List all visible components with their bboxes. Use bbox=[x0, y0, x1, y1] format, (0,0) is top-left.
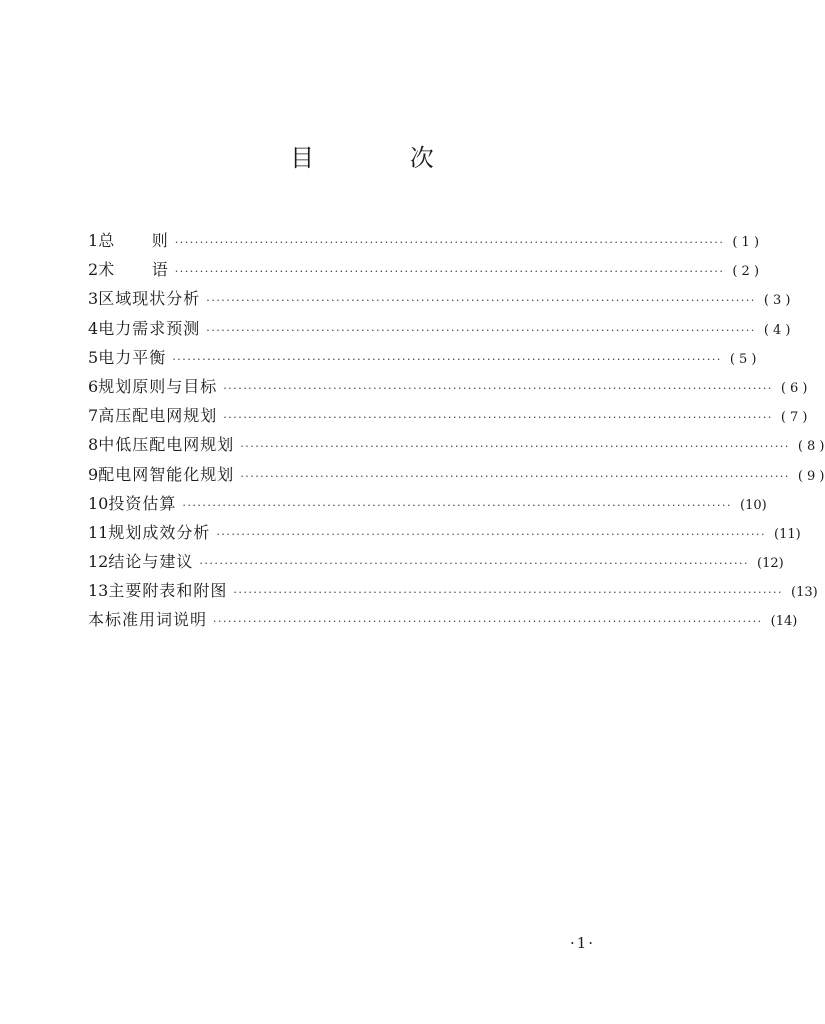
toc-entry-page: (10) bbox=[740, 497, 767, 513]
toc-entry[interactable] bbox=[88, 432, 825, 461]
toc-entry-title: 配电网智能化规划 bbox=[98, 464, 235, 484]
toc-entry-title: 主要附表和附图 bbox=[108, 581, 228, 601]
toc-entry-number: 7 bbox=[88, 406, 99, 426]
leader-dots: ·············································································································· bbox=[240, 469, 790, 483]
toc-entry[interactable] bbox=[88, 549, 784, 578]
toc-entry-number: 13 bbox=[88, 581, 109, 601]
toc-entry[interactable] bbox=[88, 374, 808, 403]
toc-entry-number: 5 bbox=[88, 347, 99, 367]
toc-entry-page: (13) bbox=[791, 585, 818, 601]
toc-entry-page: ( 3 ) bbox=[763, 293, 791, 309]
toc-entry-page: ( 8 ) bbox=[797, 439, 825, 455]
toc-entry-number: 10 bbox=[88, 493, 109, 513]
leader-dots: ·············································································································· bbox=[213, 615, 763, 629]
leader-dots: ·············································································································· bbox=[182, 498, 732, 512]
leader-dots: ·············································································································· bbox=[223, 411, 773, 425]
toc-entry-page: (11) bbox=[774, 526, 801, 542]
toc-entry-number: 9 bbox=[88, 464, 99, 484]
toc-entry-title: 总 则 bbox=[98, 231, 169, 250]
toc-entry-number: 11 bbox=[88, 522, 109, 542]
toc-entry-title: 高压配电网规划 bbox=[98, 406, 218, 426]
toc-entry-page: ( 4 ) bbox=[763, 322, 791, 338]
toc-entry[interactable] bbox=[88, 345, 757, 374]
toc-entry[interactable] bbox=[88, 607, 798, 636]
toc-entry[interactable] bbox=[88, 316, 791, 345]
toc-entry-page: ( 2 ) bbox=[732, 264, 760, 280]
table-of-contents bbox=[88, 228, 825, 637]
toc-entry-title: 电力需求预测 bbox=[98, 318, 201, 338]
toc-entry-number: 1 bbox=[88, 231, 99, 250]
toc-entry-title: 中低压配电网规划 bbox=[98, 435, 235, 455]
page-title: 目 次 bbox=[290, 144, 478, 172]
leader-dots: ·············································································································· bbox=[206, 294, 756, 308]
toc-entry-number: 4 bbox=[88, 318, 99, 338]
leader-dots: ·············································································································· bbox=[199, 557, 749, 571]
toc-entry-number: 2 bbox=[88, 260, 99, 280]
toc-entry-number: 3 bbox=[88, 289, 99, 309]
toc-entry-page: ( 1 ) bbox=[732, 235, 760, 250]
toc-entry-number: 8 bbox=[88, 435, 99, 455]
leader-dots: ·············································································································· bbox=[172, 352, 722, 366]
leader-dots: ·············································································································· bbox=[216, 527, 766, 541]
leader-dots: ·············································································································· bbox=[174, 236, 725, 249]
toc-entry-number: 12 bbox=[88, 552, 109, 572]
toc-entry[interactable] bbox=[88, 286, 791, 315]
leader-dots: ·············································································································· bbox=[174, 265, 725, 279]
toc-entry[interactable] bbox=[88, 462, 825, 491]
leader-dots: ·············································································································· bbox=[240, 440, 790, 454]
toc-entry-page: (12) bbox=[757, 556, 784, 572]
toc-entry-title: 术 语 bbox=[98, 260, 169, 280]
toc-entry-page: ( 5 ) bbox=[729, 351, 757, 367]
toc-entry-title: 规划原则与目标 bbox=[98, 376, 218, 396]
leader-dots: ·············································································································· bbox=[206, 323, 756, 337]
toc-entry[interactable] bbox=[88, 578, 818, 607]
toc-entry-title: 结论与建议 bbox=[108, 552, 194, 572]
toc-entry-title: 电力平衡 bbox=[98, 347, 167, 367]
toc-entry[interactable] bbox=[88, 228, 760, 257]
toc-entry[interactable] bbox=[88, 403, 808, 432]
toc-entry[interactable] bbox=[88, 491, 767, 520]
toc-entry-title: 规划成效分析 bbox=[108, 522, 211, 542]
toc-entry[interactable] bbox=[88, 257, 760, 286]
toc-entry-title: 本标准用词说明 bbox=[88, 610, 208, 630]
leader-dots: ·············································································································· bbox=[223, 381, 773, 395]
page-number: ·1· bbox=[570, 934, 596, 952]
leader-dots: ·············································································································· bbox=[233, 586, 783, 600]
toc-entry-page: ( 9 ) bbox=[797, 468, 825, 484]
toc-entry-page: (14) bbox=[770, 614, 798, 630]
toc-entry-number: 6 bbox=[88, 376, 99, 396]
toc-entry-title: 区域现状分析 bbox=[98, 289, 201, 309]
toc-entry-page: ( 7 ) bbox=[780, 410, 808, 426]
toc-entry-title: 投资估算 bbox=[108, 493, 177, 513]
toc-entry[interactable] bbox=[88, 520, 801, 549]
toc-entry-page: ( 6 ) bbox=[780, 380, 808, 396]
